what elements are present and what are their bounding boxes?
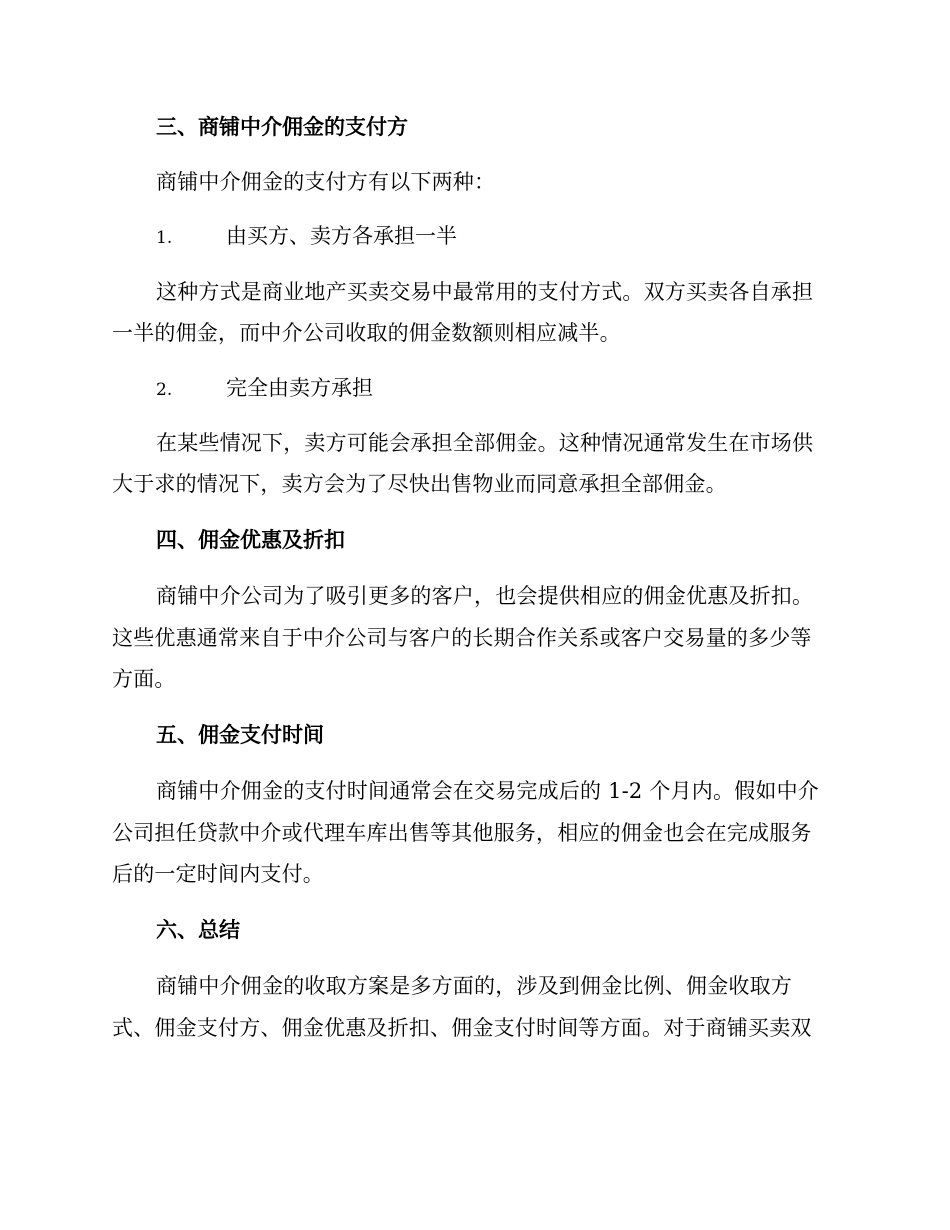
section-heading-payer: 三、商铺中介佣金的支付方 <box>156 114 408 139</box>
section-heading-summary: 六、总结 <box>156 917 240 942</box>
list-number-2: 2. <box>156 380 173 400</box>
paragraph-seller-line-1: 在某些情况下，卖方可能会承担全部佣金。这种情况通常发生在市场供 <box>156 431 814 455</box>
paragraph-payer-intro: 商铺中介佣金的支付方有以下两种： <box>156 170 496 194</box>
paragraph-split-line-2: 一半的佣金，而中介公司收取的佣金数额则相应减半。 <box>112 321 621 345</box>
list-item-title-split: 由买方、卖方各承担一半 <box>226 224 457 248</box>
paragraph-timing-line-1: 商铺中介佣金的支付时间通常会在交易完成后的 1-2 个月内。假如中介 <box>156 779 819 803</box>
list-number-1: 1. <box>156 228 173 248</box>
paragraph-discount-line-3: 方面。 <box>112 667 176 691</box>
paragraph-summary-line-2: 式、佣金支付方、佣金优惠及折扣、佣金支付时间等方面。对于商铺买卖双 <box>112 1016 812 1040</box>
paragraph-split-line-1: 这种方式是商业地产买卖交易中最常用的支付方式。双方买卖各自承担 <box>156 280 814 304</box>
paragraph-timing-line-2: 公司担任贷款中介或代理车库出售等其他服务，相应的佣金也会在完成服务 <box>112 821 812 845</box>
list-item-title-seller: 完全由卖方承担 <box>226 376 373 400</box>
paragraph-timing-line-3: 后的一定时间内支付。 <box>112 862 324 886</box>
paragraph-discount-line-2: 这些优惠通常来自于中介公司与客户的长期合作关系或客户交易量的多少等 <box>112 626 812 650</box>
paragraph-seller-line-2: 大于求的情况下，卖方会为了尽快出售物业而同意承担全部佣金。 <box>112 472 727 496</box>
section-heading-timing: 五、佣金支付时间 <box>156 722 324 747</box>
section-heading-discount: 四、佣金优惠及折扣 <box>156 527 345 552</box>
paragraph-discount-line-1: 商铺中介公司为了吸引更多的客户，也会提供相应的佣金优惠及折扣。 <box>156 584 814 608</box>
paragraph-summary-line-1: 商铺中介佣金的收取方案是多方面的，涉及到佣金比例、佣金收取方 <box>156 974 792 998</box>
